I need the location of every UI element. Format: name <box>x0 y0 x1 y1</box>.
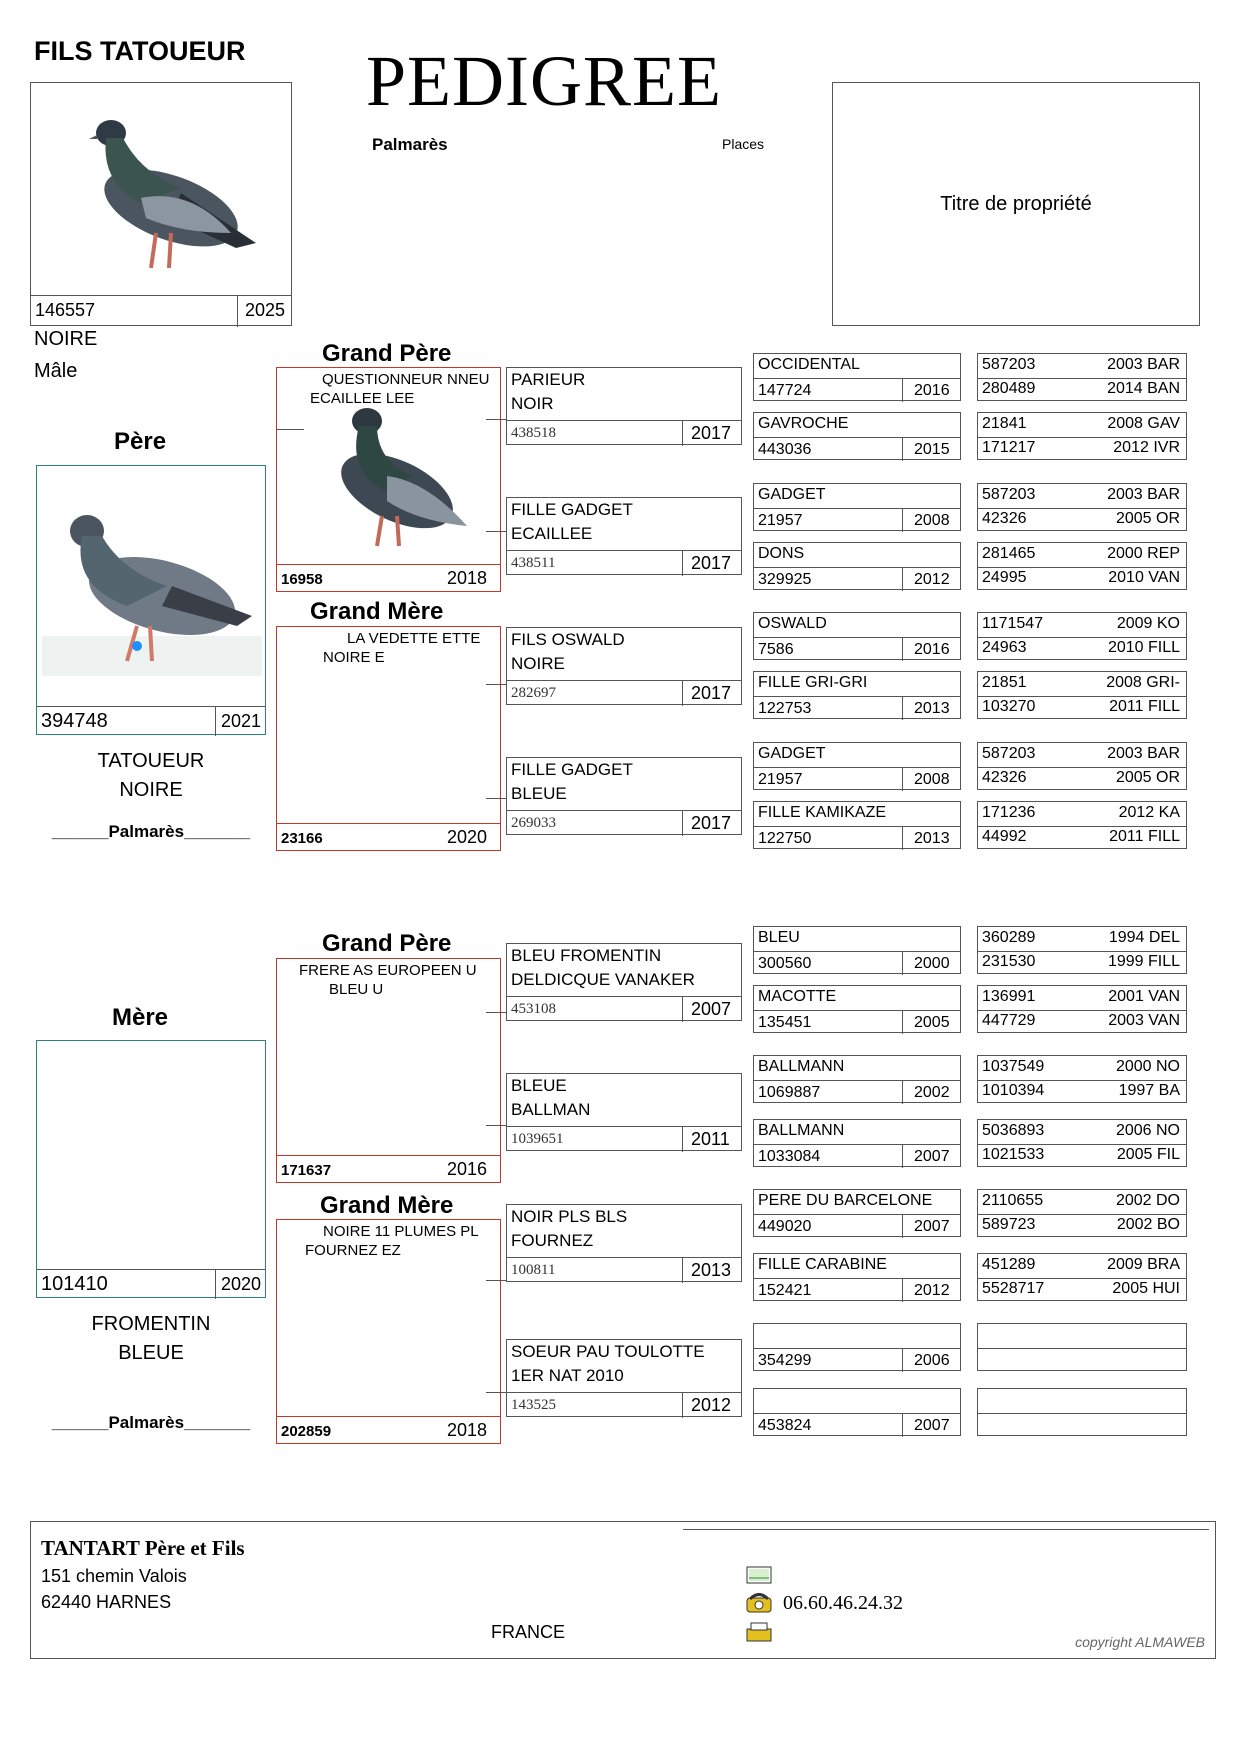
gen4-card <box>753 412 961 460</box>
gen5-ring-1: 281465 <box>982 545 1036 562</box>
gm2-line1: NOIRE 11 PLUMES PL <box>323 1223 479 1240</box>
gen3-card <box>506 1073 742 1151</box>
gen4-card <box>753 742 961 790</box>
fax-icon <box>746 1622 770 1640</box>
owner-name: TANTART Père et Fils <box>41 1536 245 1560</box>
gen4-name: GADGET <box>758 745 826 762</box>
gen5-ring-2: 171217 <box>982 439 1036 456</box>
gen5-card <box>977 801 1187 849</box>
gen5-ring-2: 231530 <box>982 953 1036 970</box>
gen4-name: FILLE CARABINE <box>758 1256 887 1273</box>
gen4-card <box>753 353 961 401</box>
mere-palmares: ______Palmarès_______ <box>51 1413 251 1432</box>
titre-propriete-label: Titre de propriété <box>940 193 1092 215</box>
gen5-ring-1: 587203 <box>982 745 1036 762</box>
gen5-year-1: 2009 BRA <box>1107 1256 1180 1273</box>
gen4-name: OSWALD <box>758 615 827 632</box>
gen4-year: 2013 <box>914 700 950 717</box>
gen5-year-1: 2012 KA <box>1118 804 1180 821</box>
footer-box <box>30 1521 1216 1659</box>
gen4-card <box>753 1189 961 1237</box>
gen4-card <box>753 612 961 660</box>
gen3-name: SOEUR PAU TOULOTTE <box>511 1342 705 1361</box>
gen4-ring: 122753 <box>758 700 812 717</box>
subject-photo <box>61 93 261 293</box>
mere-year: 2020 <box>221 1274 262 1294</box>
gen3-card <box>506 1204 742 1282</box>
gen4-name: BLEU <box>758 929 800 946</box>
gen3-name: PARIEUR <box>511 370 586 389</box>
gen5-year-2: 2005 FIL <box>1116 1146 1180 1163</box>
pigeon-icon <box>42 486 262 686</box>
gen4-ring: 443036 <box>758 441 812 458</box>
gen5-year-1: 2000 REP <box>1107 545 1180 562</box>
gen5-ring-2: 24995 <box>982 569 1027 586</box>
gen4-card <box>753 1323 961 1371</box>
gen5-year-2: 2010 FILL <box>1107 639 1180 656</box>
gen5-ring-1: 451289 <box>982 1256 1036 1273</box>
gen3-line2: BLEUE <box>511 784 567 803</box>
pigeon-icon <box>61 93 261 293</box>
gen5-card <box>977 1388 1187 1436</box>
subject-sex: Mâle <box>34 360 78 382</box>
subject-ring: 146557 <box>35 300 96 320</box>
gm2-ring: 202859 <box>281 1423 332 1440</box>
gen3-name: FILLE GADGET <box>511 500 633 519</box>
gen4-year: 2007 <box>914 1417 950 1434</box>
gen4-card <box>753 926 961 974</box>
gen5-year-2: 2011 FILL <box>1109 828 1180 845</box>
pere-name: TATOUEUR <box>97 750 205 772</box>
mail-icon <box>746 1566 770 1584</box>
gen3-card <box>506 497 742 575</box>
gen5-year-2: 2012 IVR <box>1113 439 1180 456</box>
subject-card <box>30 82 292 326</box>
gen4-ring: 354299 <box>758 1352 812 1369</box>
gp1-card <box>276 367 501 592</box>
gen3-line2: 1ER NAT 2010 <box>511 1366 624 1385</box>
gen5-year-2: 2005 OR <box>1115 510 1180 527</box>
gen5-ring-1: 136991 <box>982 988 1036 1005</box>
gen5-card <box>977 1055 1187 1103</box>
gen5-card <box>977 1323 1187 1371</box>
gen5-year-1: 2008 GRI- <box>1106 674 1180 691</box>
gen5-year-1: 2001 VAN <box>1108 988 1180 1005</box>
gen4-name: DONS <box>758 545 805 562</box>
gp1-line2: ECAILLEE LEE <box>310 390 415 407</box>
mere-ring: 101410 <box>41 1273 108 1295</box>
gen5-ring-2: 44992 <box>982 828 1027 845</box>
mere-card <box>36 1040 266 1298</box>
page-title: PEDIGREE <box>366 41 722 121</box>
gen3-year: 2017 <box>691 813 732 833</box>
gp1-ring: 16958 <box>281 571 323 588</box>
gp1-photo <box>307 396 477 554</box>
gen4-name: BALLMANN <box>758 1058 845 1075</box>
gen4-year: 2016 <box>914 641 950 658</box>
gen3-line2: NOIR <box>511 394 554 413</box>
gen4-year: 2002 <box>914 1084 950 1101</box>
gen3-line2: ECAILLEE <box>511 524 593 543</box>
phone-icon <box>746 1592 770 1610</box>
gen5-year-2: 2010 VAN <box>1108 569 1180 586</box>
gen3-year: 2007 <box>691 999 732 1019</box>
gen4-name: MACOTTE <box>758 988 837 1005</box>
gen4-ring: 1069887 <box>758 1084 821 1101</box>
gp2-ring: 171637 <box>281 1162 332 1179</box>
gen4-year: 2005 <box>914 1014 950 1031</box>
gen5-card <box>977 1189 1187 1237</box>
gp2-line1: FRERE AS EUROPEEN U <box>299 962 477 979</box>
gm1-line1: LA VEDETTE ETTE <box>347 630 481 647</box>
gp1-heading: Grand Père <box>322 340 452 367</box>
gen4-year: 2016 <box>914 382 950 399</box>
gen5-year-1: 2003 BAR <box>1107 356 1180 373</box>
gen3-year: 2017 <box>691 683 732 703</box>
gen4-card <box>753 1119 961 1167</box>
gen5-card <box>977 412 1187 460</box>
mere-heading: Mère <box>112 1004 169 1031</box>
gen5-card <box>977 1119 1187 1167</box>
gen5-ring-1: 21841 <box>982 415 1027 432</box>
gen5-ring-1: 587203 <box>982 356 1036 373</box>
gen4-card <box>753 483 961 531</box>
gen3-name: BLEU FROMENTIN <box>511 946 662 965</box>
gen5-year-1: 2008 GAV <box>1107 415 1180 432</box>
gen5-ring-2: 589723 <box>982 1216 1036 1233</box>
gen4-ring: 21957 <box>758 771 803 788</box>
gen5-ring-1: 1171547 <box>982 615 1044 632</box>
gen3-name: BLEUE <box>511 1076 567 1095</box>
gen3-ring: 269033 <box>511 815 556 831</box>
gen3-ring: 143525 <box>511 1397 556 1413</box>
gen4-year: 2015 <box>914 441 950 458</box>
gen5-card <box>977 542 1187 590</box>
gen5-ring-2: 447729 <box>982 1012 1036 1029</box>
gen3-name: NOIR PLS BLS <box>511 1207 628 1226</box>
gen4-ring: 147724 <box>758 382 812 399</box>
gen5-ring-2: 1021533 <box>982 1146 1045 1163</box>
owner-country: FRANCE <box>491 1622 566 1642</box>
gen5-ring-1: 5036893 <box>982 1122 1045 1139</box>
gen5-year-2: 2005 HUI <box>1112 1280 1180 1297</box>
subject-color: NOIRE <box>34 328 98 350</box>
gen5-card <box>977 742 1187 790</box>
gen3-year: 2011 <box>691 1129 730 1149</box>
gen3-year: 2012 <box>691 1395 732 1415</box>
mere-color: BLEUE <box>118 1342 184 1364</box>
gen4-year: 2008 <box>914 512 950 529</box>
gen5-year-1: 2002 DO <box>1115 1192 1180 1209</box>
gen5-year-2: 2003 VAN <box>1108 1012 1180 1029</box>
gen4-year: 2012 <box>914 571 950 588</box>
gen4-ring: 122750 <box>758 830 812 847</box>
gen4-ring: 7586 <box>758 641 794 658</box>
subject-year: 2025 <box>245 300 286 320</box>
gen4-ring: 453824 <box>758 1417 812 1434</box>
gen4-year: 2000 <box>914 955 950 972</box>
gen4-name: FILLE GRI-GRI <box>758 674 868 691</box>
gen5-ring-2: 280489 <box>982 380 1036 397</box>
gen5-year-1: 2000 NO <box>1115 1058 1180 1075</box>
gen3-ring: 438511 <box>511 555 556 571</box>
gen4-card <box>753 1055 961 1103</box>
gen3-name: FILS OSWALD <box>511 630 625 649</box>
gen5-card <box>977 985 1187 1033</box>
gen5-year-1: 2009 KO <box>1116 615 1180 632</box>
gen5-year-2: 2005 OR <box>1115 769 1180 786</box>
gen5-ring-2: 42326 <box>982 769 1027 786</box>
gp1-year: 2018 <box>447 568 488 588</box>
pere-year: 2021 <box>221 711 262 731</box>
owner-address2: 62440 HARNES <box>41 1592 172 1612</box>
places-label: Places <box>722 136 765 152</box>
gen5-ring-1: 587203 <box>982 486 1036 503</box>
gen3-card <box>506 627 742 705</box>
pere-palmares: ______Palmarès_______ <box>51 822 251 841</box>
gen5-year-2: 1999 FILL <box>1107 953 1180 970</box>
palmares-header-label: Palmarès <box>372 135 448 154</box>
gen3-line2: DELDICQUE VANAKER <box>511 970 695 989</box>
gen4-ring: 135451 <box>758 1014 812 1031</box>
gen4-name: PERE DU BARCELONE <box>758 1192 933 1209</box>
gen4-card <box>753 1388 961 1436</box>
gen5-card <box>977 353 1187 401</box>
gen5-year-1: 2006 NO <box>1115 1122 1180 1139</box>
gen4-name: BALLMANN <box>758 1122 845 1139</box>
gp2-heading: Grand Père <box>322 930 452 957</box>
gm2-line2: FOURNEZ EZ <box>305 1242 401 1259</box>
gen5-ring-1: 360289 <box>982 929 1036 946</box>
gen5-ring-2: 5528717 <box>982 1280 1045 1297</box>
gen4-name: GAVROCHE <box>758 415 849 432</box>
gen4-card <box>753 1253 961 1301</box>
gen5-year-2: 2002 BO <box>1116 1216 1180 1233</box>
gen3-card <box>506 757 742 835</box>
gen3-card <box>506 367 742 445</box>
gen3-ring: 1039651 <box>511 1131 564 1147</box>
gen5-ring-2: 1010394 <box>982 1082 1045 1099</box>
gen4-name: OCCIDENTAL <box>758 356 860 373</box>
gm1-heading: Grand Mère <box>310 598 444 625</box>
gen4-card <box>753 542 961 590</box>
pere-heading: Père <box>114 428 167 455</box>
gen4-year: 2012 <box>914 1282 950 1299</box>
pigeon-icon <box>307 396 477 554</box>
gen4-name: FILLE KAMIKAZE <box>758 804 887 821</box>
gen5-year-2: 1997 BA <box>1118 1082 1180 1099</box>
gen5-year-1: 2003 BAR <box>1107 745 1180 762</box>
gm1-ring: 23166 <box>281 830 323 847</box>
pere-photo <box>42 486 262 686</box>
gp2-year: 2016 <box>447 1159 488 1179</box>
gen3-line2: FOURNEZ <box>511 1231 594 1250</box>
gen4-ring: 21957 <box>758 512 803 529</box>
copyright: copyright ALMAWEB <box>1075 1634 1205 1650</box>
gm2-heading: Grand Mère <box>320 1192 454 1219</box>
gen4-card <box>753 985 961 1033</box>
gen5-ring-2: 24963 <box>982 639 1027 656</box>
gen4-year: 2008 <box>914 771 950 788</box>
gen5-year-2: 2014 BAN <box>1107 380 1180 397</box>
gen4-ring: 1033084 <box>758 1148 821 1165</box>
gen4-year: 2007 <box>914 1148 950 1165</box>
gen3-name: FILLE GADGET <box>511 760 633 779</box>
gen5-ring-1: 21851 <box>982 674 1027 691</box>
gp2-card <box>276 958 501 1183</box>
pere-ring: 394748 <box>41 710 108 732</box>
gen3-year: 2013 <box>691 1260 732 1280</box>
gen5-ring-2: 103270 <box>982 698 1036 715</box>
gen4-name: GADGET <box>758 486 826 503</box>
gen4-year: 2007 <box>914 1218 950 1235</box>
gen3-year: 2017 <box>691 553 732 573</box>
gen4-card <box>753 671 961 719</box>
owner-phone: 06.60.46.24.32 <box>783 1592 903 1614</box>
gen3-ring: 453108 <box>511 1001 556 1017</box>
gen4-ring: 300560 <box>758 955 812 972</box>
gm1-card <box>276 626 501 851</box>
gen3-card <box>506 943 742 1021</box>
gen3-ring: 282697 <box>511 685 556 701</box>
gen4-year: 2013 <box>914 830 950 847</box>
gen4-card <box>753 801 961 849</box>
gen5-ring-2: 42326 <box>982 510 1027 527</box>
gen5-card <box>977 483 1187 531</box>
gen5-year-1: 1994 DEL <box>1108 929 1180 946</box>
gp2-line2: BLEU U <box>329 981 384 998</box>
gm1-year: 2020 <box>447 827 488 847</box>
titre-propriete-box <box>832 82 1200 326</box>
gen3-ring: 438518 <box>511 425 556 441</box>
gen5-card <box>977 1253 1187 1301</box>
gen5-card <box>977 612 1187 660</box>
gen4-ring: 449020 <box>758 1218 812 1235</box>
gen5-card <box>977 671 1187 719</box>
owner-address1: 151 chemin Valois <box>41 1566 187 1586</box>
gm1-line2: NOIRE E <box>323 649 385 666</box>
gen5-year-2: 2011 FILL <box>1109 698 1180 715</box>
gen3-line2: NOIRE <box>511 654 565 673</box>
gen5-ring-1: 2110655 <box>982 1192 1044 1209</box>
subject-title: FILS TATOUEUR <box>34 36 246 66</box>
gen4-year: 2006 <box>914 1352 950 1369</box>
gen4-ring: 329925 <box>758 571 812 588</box>
gen5-year-1: 2003 BAR <box>1107 486 1180 503</box>
gen3-line2: BALLMAN <box>511 1100 591 1119</box>
gen4-ring: 152421 <box>758 1282 812 1299</box>
gp1-line1: QUESTIONNEUR NNEU <box>322 371 490 388</box>
mere-name: FROMENTIN <box>91 1313 211 1335</box>
gen3-ring: 100811 <box>511 1262 556 1278</box>
pere-color: NOIRE <box>119 779 183 801</box>
gen3-year: 2017 <box>691 423 732 443</box>
gen3-card <box>506 1339 742 1417</box>
gen5-card <box>977 926 1187 974</box>
gen5-ring-1: 1037549 <box>982 1058 1045 1075</box>
pere-card <box>36 465 266 735</box>
gm2-card <box>276 1219 501 1444</box>
gen5-ring-1: 171236 <box>982 804 1036 821</box>
gm2-year: 2018 <box>447 1420 488 1440</box>
